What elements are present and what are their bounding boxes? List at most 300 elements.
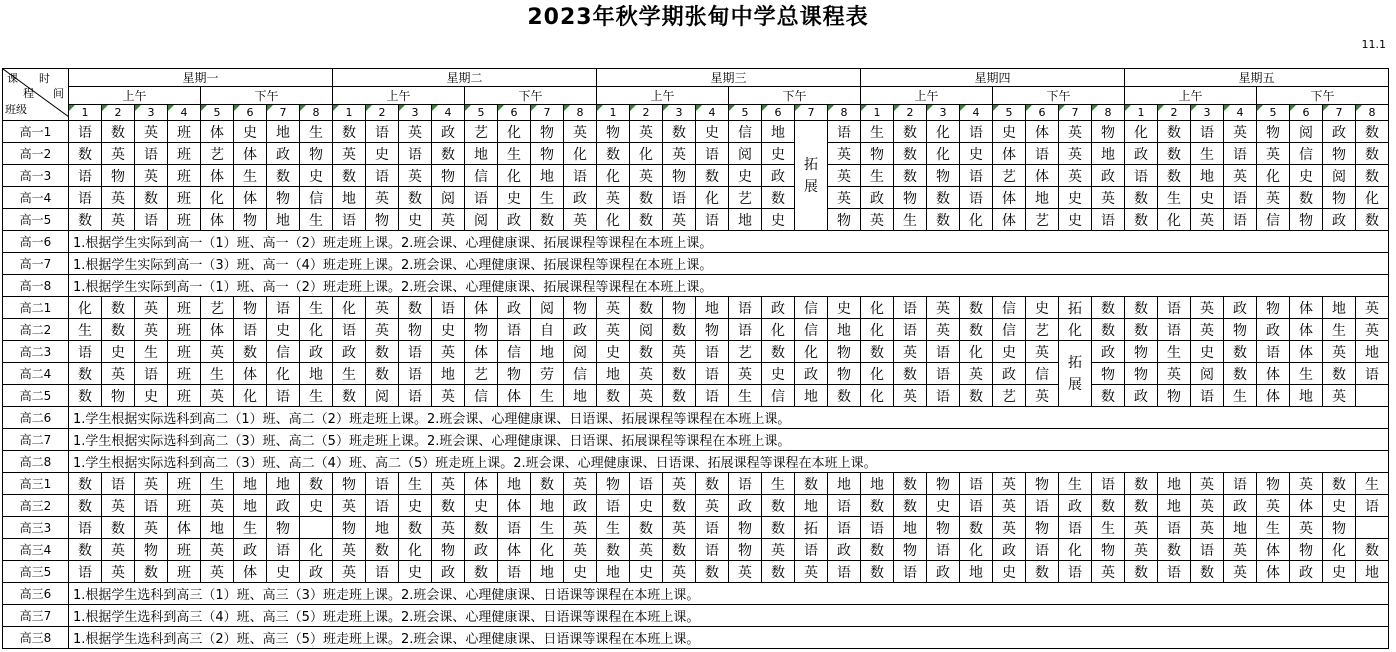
course-cell: 英 bbox=[333, 143, 366, 165]
course-cell: 物 bbox=[1323, 517, 1356, 539]
course-cell: 班 bbox=[168, 297, 201, 319]
course-cell: 语 bbox=[399, 363, 432, 385]
course-cell: 信 bbox=[564, 363, 597, 385]
course-cell: 语 bbox=[465, 187, 498, 209]
class-name: 高一7 bbox=[3, 253, 69, 275]
course-cell: 数 bbox=[102, 121, 135, 143]
period-number bbox=[366, 105, 399, 121]
course-cell: 信 bbox=[1257, 209, 1290, 231]
course-cell: 班 bbox=[168, 561, 201, 583]
class-name: 高二6 bbox=[3, 407, 69, 429]
class-name: 高三8 bbox=[3, 627, 69, 649]
course-cell: 化 bbox=[927, 143, 960, 165]
cell-marker-icon bbox=[1290, 105, 1296, 111]
course-cell: 数 bbox=[333, 121, 366, 143]
course-cell: 数 bbox=[69, 385, 102, 407]
course-cell: 物 bbox=[729, 517, 762, 539]
course-cell: 体 bbox=[234, 143, 267, 165]
period-number bbox=[1158, 105, 1191, 121]
corner-label-jian: 间 bbox=[53, 87, 64, 100]
course-cell: 化 bbox=[762, 319, 795, 341]
table-row bbox=[3, 341, 1389, 363]
course-cell: 地 bbox=[267, 121, 300, 143]
course-cell: 政 bbox=[1323, 121, 1356, 143]
course-cell: 英 bbox=[597, 297, 630, 319]
course-cell: 物 bbox=[663, 165, 696, 187]
course-cell: 数 bbox=[1125, 319, 1158, 341]
course-cell: 英 bbox=[630, 363, 663, 385]
course-cell: 语 bbox=[828, 561, 861, 583]
period-number bbox=[1026, 105, 1059, 121]
course-cell: 语 bbox=[927, 341, 960, 363]
course-cell: 语 bbox=[1092, 209, 1125, 231]
class-note: 1.学生根据实际选科到高二（1）班、高二（2）班走班上课。2.班会课、心理健康课、日语课、拓展课程等课程在本班上课。 bbox=[69, 407, 1389, 429]
cell-marker-icon bbox=[828, 105, 834, 111]
course-cell: 政 bbox=[1323, 209, 1356, 231]
course-cell: 化 bbox=[1323, 539, 1356, 561]
course-cell: 班 bbox=[168, 209, 201, 231]
course-cell: 数 bbox=[696, 561, 729, 583]
course-cell: 史 bbox=[399, 209, 432, 231]
course-cell: 语 bbox=[1224, 143, 1257, 165]
course-cell: 英 bbox=[960, 363, 993, 385]
course-cell: 语 bbox=[1191, 539, 1224, 561]
course-cell: 政 bbox=[1257, 319, 1290, 341]
course-cell: 英 bbox=[135, 165, 168, 187]
course-cell: 语 bbox=[1059, 561, 1092, 583]
course-cell: 体 bbox=[168, 517, 201, 539]
course-cell: 数 bbox=[630, 297, 663, 319]
period-number bbox=[432, 105, 465, 121]
course-cell: 化 bbox=[927, 121, 960, 143]
period-label: 8 bbox=[576, 106, 584, 119]
course-cell: 艺 bbox=[1026, 319, 1059, 341]
course-cell: 地 bbox=[300, 363, 333, 385]
course-cell: 化 bbox=[531, 539, 564, 561]
course-cell: 政 bbox=[1125, 385, 1158, 407]
course-cell: 语 bbox=[1026, 495, 1059, 517]
period-label: 6 bbox=[774, 106, 782, 119]
course-cell: 英 bbox=[597, 187, 630, 209]
class-note: 1.根据学生实际到高一（1）班、高一（2）班走班上课。2.班会课、心理健康课、拓展课程等课程在本班上课。 bbox=[69, 231, 1389, 253]
class-name: 高二7 bbox=[3, 429, 69, 451]
period-label: 4 bbox=[444, 106, 452, 119]
course-cell: 物 bbox=[1257, 473, 1290, 495]
course-cell: 政 bbox=[267, 495, 300, 517]
period-label: 8 bbox=[1368, 106, 1376, 119]
course-cell: 数 bbox=[1092, 495, 1125, 517]
cell-marker-icon bbox=[201, 105, 207, 111]
course-cell: 生 bbox=[1191, 143, 1224, 165]
cell-marker-icon bbox=[1224, 105, 1230, 111]
course-cell bbox=[1356, 385, 1389, 407]
course-cell: 阅 bbox=[564, 341, 597, 363]
course-cell: 语 bbox=[927, 539, 960, 561]
course-cell: 英 bbox=[564, 539, 597, 561]
course-cell: 政 bbox=[993, 539, 1026, 561]
course-cell: 政 bbox=[564, 187, 597, 209]
course-cell: 数 bbox=[762, 561, 795, 583]
course-cell: 地 bbox=[531, 561, 564, 583]
course-cell: 史 bbox=[102, 341, 135, 363]
cell-marker-icon bbox=[1356, 105, 1362, 111]
course-cell: 班 bbox=[168, 385, 201, 407]
course-cell: 语 bbox=[960, 473, 993, 495]
table-row bbox=[3, 121, 1389, 143]
course-cell: 拓 bbox=[1059, 297, 1092, 319]
course-cell: 数 bbox=[861, 561, 894, 583]
course-cell: 地 bbox=[1290, 385, 1323, 407]
course-cell: 数 bbox=[1158, 165, 1191, 187]
course-cell: 物 bbox=[1290, 209, 1323, 231]
course-cell: 政 bbox=[300, 341, 333, 363]
period-number bbox=[696, 105, 729, 121]
course-cell: 史 bbox=[762, 143, 795, 165]
course-cell: 化 bbox=[69, 297, 102, 319]
table-row bbox=[3, 429, 1389, 451]
period-label: 8 bbox=[312, 106, 320, 119]
course-cell: 语 bbox=[69, 517, 102, 539]
course-cell: 化 bbox=[267, 363, 300, 385]
day-header: 星期二 bbox=[333, 69, 597, 87]
course-cell: 英 bbox=[861, 209, 894, 231]
course-cell: 英 bbox=[894, 341, 927, 363]
course-cell: 语 bbox=[1356, 363, 1389, 385]
course-cell: 英 bbox=[366, 187, 399, 209]
course-cell: 数 bbox=[432, 495, 465, 517]
course-cell: 政 bbox=[729, 495, 762, 517]
class-name: 高三1 bbox=[3, 473, 69, 495]
course-cell: 地 bbox=[564, 385, 597, 407]
course-cell: 生 bbox=[399, 473, 432, 495]
cell-marker-icon bbox=[168, 105, 174, 111]
course-cell: 英 bbox=[630, 385, 663, 407]
course-cell: 体 bbox=[993, 143, 1026, 165]
course-cell: 英 bbox=[135, 297, 168, 319]
period-number bbox=[630, 105, 663, 121]
cell-marker-icon bbox=[1026, 105, 1032, 111]
course-cell: 英 bbox=[1059, 121, 1092, 143]
course-cell: 数 bbox=[1092, 297, 1125, 319]
course-cell: 语 bbox=[234, 319, 267, 341]
course-cell: 史 bbox=[267, 561, 300, 583]
period-number bbox=[498, 105, 531, 121]
course-cell: 语 bbox=[1026, 143, 1059, 165]
course-cell: 阅 bbox=[1191, 363, 1224, 385]
course-cell: 信 bbox=[465, 165, 498, 187]
course-cell: 英 bbox=[399, 121, 432, 143]
course-cell: 语 bbox=[1257, 341, 1290, 363]
course-cell: 体 bbox=[1026, 121, 1059, 143]
course-cell: 数 bbox=[531, 473, 564, 495]
course-cell: 地 bbox=[465, 143, 498, 165]
corner-label-class: 班级 bbox=[5, 103, 27, 116]
course-cell: 化 bbox=[597, 209, 630, 231]
course-cell: 体 bbox=[993, 187, 1026, 209]
corner-label-ke: 课 bbox=[7, 72, 18, 85]
course-cell: 信 bbox=[1290, 143, 1323, 165]
course-cell: 语 bbox=[135, 143, 168, 165]
course-cell: 物 bbox=[729, 539, 762, 561]
course-cell: 史 bbox=[432, 319, 465, 341]
course-cell: 地 bbox=[1323, 297, 1356, 319]
course-cell: 地 bbox=[762, 121, 795, 143]
course-cell: 物 bbox=[1257, 121, 1290, 143]
course-cell: 史 bbox=[1059, 209, 1092, 231]
course-cell: 政 bbox=[465, 539, 498, 561]
course-cell: 史 bbox=[729, 165, 762, 187]
course-cell: 英 bbox=[1290, 517, 1323, 539]
course-cell: 语 bbox=[1158, 297, 1191, 319]
course-cell: 地 bbox=[696, 297, 729, 319]
course-cell: 语 bbox=[960, 495, 993, 517]
course-cell: 生 bbox=[1290, 363, 1323, 385]
course-cell: 化 bbox=[960, 209, 993, 231]
course-cell: 生 bbox=[1059, 473, 1092, 495]
course-cell: 语 bbox=[432, 297, 465, 319]
course-cell: 地 bbox=[795, 495, 828, 517]
course-cell: 政 bbox=[333, 341, 366, 363]
course-cell: 政 bbox=[1092, 165, 1125, 187]
special-course-label: 拓展 bbox=[1068, 354, 1082, 393]
course-cell: 语 bbox=[69, 165, 102, 187]
table-row bbox=[3, 627, 1389, 649]
course-cell: 数 bbox=[1158, 121, 1191, 143]
class-name: 高二4 bbox=[3, 363, 69, 385]
period-label: 5 bbox=[213, 106, 221, 119]
course-cell: 生 bbox=[1224, 385, 1257, 407]
course-cell: 英 bbox=[1125, 539, 1158, 561]
course-cell: 信 bbox=[729, 121, 762, 143]
course-cell: 语 bbox=[1356, 495, 1389, 517]
cell-marker-icon bbox=[366, 105, 372, 111]
pm-header: 下午 bbox=[1257, 87, 1389, 105]
table-row bbox=[3, 451, 1389, 473]
course-cell: 数 bbox=[960, 385, 993, 407]
cell-marker-icon bbox=[1257, 105, 1263, 111]
course-cell: 信 bbox=[267, 341, 300, 363]
course-cell: 数 bbox=[1158, 143, 1191, 165]
course-cell: 生 bbox=[531, 187, 564, 209]
period-number bbox=[1356, 105, 1389, 121]
course-cell: 英 bbox=[663, 341, 696, 363]
course-cell: 史 bbox=[300, 495, 333, 517]
course-cell: 英 bbox=[432, 517, 465, 539]
period-label: 2 bbox=[378, 106, 386, 119]
course-cell: 语 bbox=[597, 495, 630, 517]
course-cell: 史 bbox=[993, 561, 1026, 583]
course-cell: 阅 bbox=[1323, 165, 1356, 187]
course-cell: 史 bbox=[465, 495, 498, 517]
course-cell: 地 bbox=[1092, 143, 1125, 165]
course-cell: 化 bbox=[861, 363, 894, 385]
course-cell: 英 bbox=[1323, 385, 1356, 407]
course-cell: 语 bbox=[69, 341, 102, 363]
period-number bbox=[267, 105, 300, 121]
am-header: 上午 bbox=[1125, 87, 1257, 105]
course-cell: 体 bbox=[234, 363, 267, 385]
course-cell: 数 bbox=[69, 363, 102, 385]
course-cell: 化 bbox=[861, 297, 894, 319]
day-header: 星期五 bbox=[1125, 69, 1389, 87]
pm-header: 下午 bbox=[201, 87, 333, 105]
course-cell: 数 bbox=[69, 473, 102, 495]
period-label: 2 bbox=[114, 106, 122, 119]
course-cell: 英 bbox=[1059, 165, 1092, 187]
course-cell: 生 bbox=[69, 319, 102, 341]
course-cell: 物 bbox=[1224, 319, 1257, 341]
course-cell: 物 bbox=[135, 539, 168, 561]
course-cell: 物 bbox=[267, 517, 300, 539]
course-cell: 数 bbox=[1125, 561, 1158, 583]
course-cell: 数 bbox=[1224, 341, 1257, 363]
course-cell: 数 bbox=[630, 517, 663, 539]
course-cell: 语 bbox=[927, 363, 960, 385]
course-cell: 史 bbox=[927, 495, 960, 517]
course-cell: 班 bbox=[168, 495, 201, 517]
period-label: 3 bbox=[939, 106, 947, 119]
period-number bbox=[399, 105, 432, 121]
course-cell: 体 bbox=[993, 209, 1026, 231]
course-cell: 物 bbox=[399, 319, 432, 341]
course-cell: 数 bbox=[894, 473, 927, 495]
course-cell: 数 bbox=[1356, 209, 1389, 231]
course-cell: 史 bbox=[1059, 187, 1092, 209]
course-cell: 生 bbox=[201, 363, 234, 385]
course-cell: 数 bbox=[1356, 143, 1389, 165]
day-header: 星期一 bbox=[69, 69, 333, 87]
course-cell: 信 bbox=[993, 297, 1026, 319]
course-cell: 政 bbox=[498, 209, 531, 231]
class-name: 高一5 bbox=[3, 209, 69, 231]
course-cell: 语 bbox=[1125, 165, 1158, 187]
course-cell: 物 bbox=[102, 165, 135, 187]
course-cell: 语 bbox=[366, 121, 399, 143]
course-cell: 语 bbox=[267, 297, 300, 319]
course-cell: 生 bbox=[135, 341, 168, 363]
period-label: 5 bbox=[477, 106, 485, 119]
course-cell: 地 bbox=[234, 473, 267, 495]
class-name: 高三2 bbox=[3, 495, 69, 517]
period-label: 3 bbox=[147, 106, 155, 119]
course-cell: 语 bbox=[630, 473, 663, 495]
course-cell: 地 bbox=[828, 473, 861, 495]
course-cell: 物 bbox=[465, 319, 498, 341]
course-cell: 班 bbox=[168, 319, 201, 341]
course-cell: 生 bbox=[762, 473, 795, 495]
course-cell: 物 bbox=[1290, 539, 1323, 561]
table-row bbox=[3, 363, 1389, 385]
day-header: 星期四 bbox=[861, 69, 1125, 87]
course-cell: 生 bbox=[894, 209, 927, 231]
course-cell: 语 bbox=[366, 495, 399, 517]
course-cell: 数 bbox=[366, 341, 399, 363]
course-cell: 语 bbox=[894, 319, 927, 341]
period-number bbox=[531, 105, 564, 121]
course-cell: 体 bbox=[1257, 561, 1290, 583]
course-cell: 数 bbox=[960, 319, 993, 341]
cell-marker-icon bbox=[135, 105, 141, 111]
course-cell: 史 bbox=[993, 121, 1026, 143]
course-cell: 生 bbox=[1158, 187, 1191, 209]
period-number bbox=[597, 105, 630, 121]
course-cell: 史 bbox=[1290, 165, 1323, 187]
course-cell: 体 bbox=[1290, 319, 1323, 341]
course-cell: 班 bbox=[168, 473, 201, 495]
course-cell: 劳 bbox=[531, 363, 564, 385]
course-cell: 体 bbox=[1290, 495, 1323, 517]
course-cell: 数 bbox=[630, 341, 663, 363]
period-number bbox=[927, 105, 960, 121]
special-course-label: 拓展 bbox=[804, 156, 818, 195]
course-cell: 数 bbox=[762, 187, 795, 209]
period-label: 4 bbox=[708, 106, 716, 119]
class-name: 高一3 bbox=[3, 165, 69, 187]
course-cell: 物 bbox=[432, 539, 465, 561]
course-cell: 体 bbox=[201, 209, 234, 231]
course-cell: 英 bbox=[201, 385, 234, 407]
course-cell: 语 bbox=[1191, 385, 1224, 407]
course-cell: 数 bbox=[399, 187, 432, 209]
course-cell: 政 bbox=[1224, 495, 1257, 517]
am-header: 上午 bbox=[597, 87, 729, 105]
course-cell: 物 bbox=[927, 473, 960, 495]
course-cell: 英 bbox=[927, 319, 960, 341]
table-row bbox=[3, 187, 1389, 209]
course-cell: 地 bbox=[828, 319, 861, 341]
course-cell: 史 bbox=[1323, 561, 1356, 583]
course-cell: 数 bbox=[102, 319, 135, 341]
period-number bbox=[1323, 105, 1356, 121]
course-cell: 政 bbox=[795, 363, 828, 385]
course-cell: 艺 bbox=[201, 297, 234, 319]
course-cell: 数 bbox=[663, 495, 696, 517]
course-cell: 英 bbox=[1257, 187, 1290, 209]
course-cell: 数 bbox=[960, 517, 993, 539]
course-cell: 英 bbox=[828, 165, 861, 187]
course-cell: 体 bbox=[1290, 341, 1323, 363]
period-number bbox=[234, 105, 267, 121]
course-cell: 英 bbox=[135, 517, 168, 539]
period-number bbox=[729, 105, 762, 121]
cell-marker-icon bbox=[333, 105, 339, 111]
course-cell: 数 bbox=[894, 121, 927, 143]
course-cell: 史 bbox=[696, 121, 729, 143]
course-cell: 英 bbox=[432, 209, 465, 231]
course-cell: 英 bbox=[1191, 517, 1224, 539]
cell-marker-icon bbox=[69, 105, 75, 111]
corner-label-cheng: 程 bbox=[23, 87, 34, 100]
cell-marker-icon bbox=[696, 105, 702, 111]
course-cell: 英 bbox=[1257, 143, 1290, 165]
table-row bbox=[3, 209, 1389, 231]
course-cell: 物 bbox=[531, 121, 564, 143]
course-cell: 数 bbox=[465, 561, 498, 583]
period-number bbox=[960, 105, 993, 121]
course-cell: 数 bbox=[1125, 495, 1158, 517]
period-number bbox=[1290, 105, 1323, 121]
course-cell: 地 bbox=[597, 561, 630, 583]
course-cell: 体 bbox=[1257, 539, 1290, 561]
course-cell: 数 bbox=[663, 385, 696, 407]
course-cell: 物 bbox=[927, 165, 960, 187]
course-cell: 信 bbox=[993, 319, 1026, 341]
am-header: 上午 bbox=[69, 87, 201, 105]
course-cell: 语 bbox=[729, 319, 762, 341]
course-cell: 数 bbox=[927, 187, 960, 209]
period-label: 7 bbox=[807, 106, 815, 119]
course-cell: 阅 bbox=[729, 143, 762, 165]
